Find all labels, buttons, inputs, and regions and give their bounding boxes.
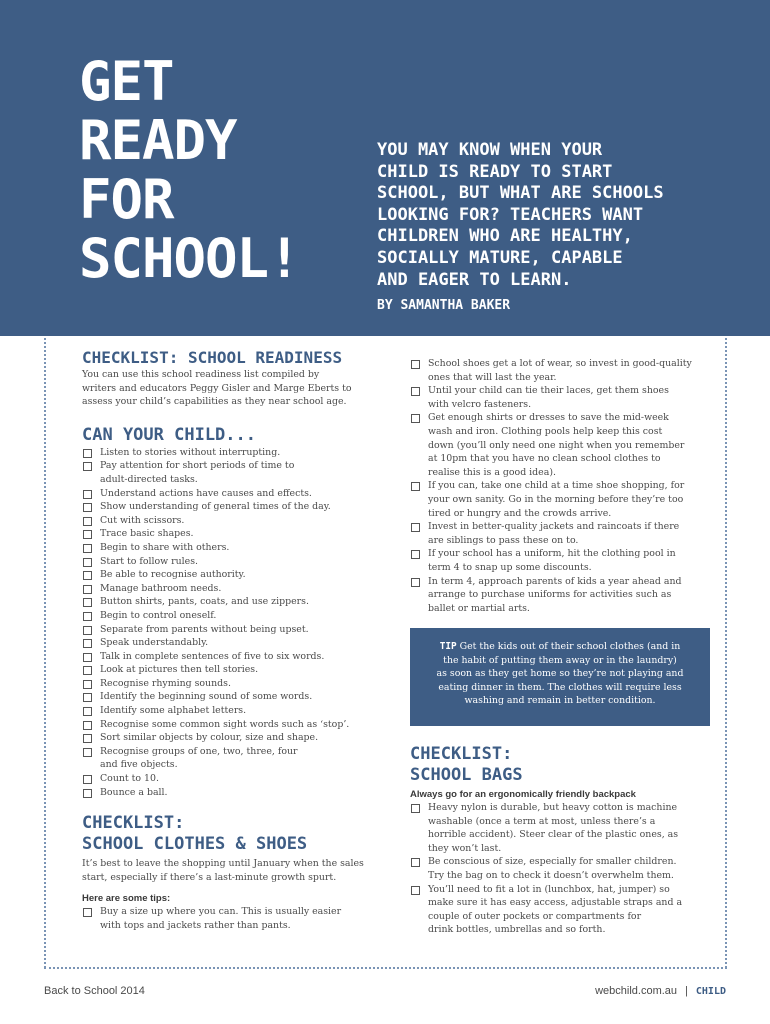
item-text: tired or hungry and the crowds arrive. (428, 507, 612, 519)
text-line: assess your child’s capabilities as they near school age. (82, 396, 347, 408)
bags-subheading: Always go for an ergonomically friendly backpack (410, 789, 636, 800)
checkbox-icon (83, 462, 92, 471)
checklist-item (82, 636, 382, 650)
item-text: In term 4, approach parents of kids a year ahead and (428, 575, 682, 587)
item-text: Identify some alphabet letters. (100, 705, 247, 717)
intro-line: AND EAGER TO LEARN. (377, 269, 572, 290)
item-text: ballet or martial arts. (428, 602, 530, 614)
checklist-item (82, 677, 382, 691)
checklist-item (410, 520, 710, 547)
checklist-item (410, 575, 710, 616)
item-text: couple of outer pockets or compartments for (428, 910, 642, 922)
checkbox-icon (83, 707, 92, 716)
checkbox-icon (83, 612, 92, 621)
item-text: Be conscious of size, especially for smaller children. (428, 856, 677, 868)
checklist-item (82, 609, 382, 623)
intro-line: CHILD IS READY TO START (377, 161, 613, 182)
tip-line: eating dinner in them. The clothes will require less (438, 681, 682, 693)
title-line: GET (79, 50, 174, 113)
item-text: washable (once a term at most, unless there’s a (428, 815, 656, 827)
tip-line: as soon as they get home so they’re not playing and (436, 668, 684, 680)
item-text: down (you’ll only need one night when you remember (428, 439, 685, 451)
heading-line: SCHOOL CLOTHES & SHOES (82, 834, 308, 855)
item-text: Look at pictures then tell stories. (100, 664, 259, 676)
text-line: It’s best to leave the shopping until January when the sales (82, 858, 364, 870)
checkbox-icon (83, 639, 92, 648)
checklist-item (82, 446, 382, 460)
checkbox-icon (83, 775, 92, 784)
item-text: realise this is a good idea). (428, 466, 556, 478)
bags-heading (410, 744, 710, 786)
checkbox-icon (83, 544, 92, 553)
intro-line: CHILDREN WHO ARE HEALTHY, (377, 226, 633, 247)
item-text: You’ll need to fit a lot in (lunchbox, hat, jumper) so (428, 883, 670, 895)
item-text: term 4 to snap up some discounts. (428, 561, 592, 573)
title-line: READY (79, 109, 237, 172)
dotted-border-left (44, 338, 46, 968)
checkbox-icon (83, 734, 92, 743)
intro-line: LOOKING FOR? TEACHERS WANT (377, 204, 644, 225)
footer-separator: | (685, 985, 688, 997)
checkbox-icon (83, 789, 92, 798)
spacer (82, 799, 382, 813)
item-text: Sort similar objects by colour, size and shape. (100, 732, 319, 744)
tips-label: Here are some tips: (82, 893, 171, 905)
readiness-intro (82, 368, 382, 409)
checklist-item (410, 801, 710, 855)
text-line: writers and educators Peggy Gisler and Marge Eberts to (82, 382, 352, 394)
heading-line: SCHOOL BAGS (410, 765, 523, 785)
checkbox-icon (83, 721, 92, 730)
item-text: they won’t last. (428, 842, 502, 854)
intro-line: SOCIALLY MATURE, CAPABLE (377, 247, 623, 268)
heading-line: CHECKLIST: (82, 813, 185, 834)
checklist-item (410, 883, 710, 937)
can-child-heading: CAN YOUR CHILD... (82, 424, 256, 445)
checkbox-icon (411, 804, 420, 813)
item-text: Trace basic shapes. (100, 528, 194, 540)
checklist-item (82, 595, 382, 609)
item-text: Listen to stories without interrupting. (100, 446, 281, 458)
intro-line: YOU MAY KNOW WHEN YOUR (377, 140, 603, 160)
clothes-heading (82, 813, 382, 855)
footer-issue: Back to School 2014 (44, 985, 145, 997)
item-text: adult-directed tasks. (100, 473, 198, 485)
item-text: Heavy nylon is durable, but heavy cotton is machine (428, 802, 678, 813)
item-text: Buy a size up where you can. This is usually easier (100, 906, 342, 918)
item-text: drink bottles, umbrellas and so forth. (428, 924, 606, 936)
intro-text (377, 140, 747, 291)
item-text: Show understanding of general times of the day. (100, 501, 331, 513)
checkbox-icon (83, 571, 92, 580)
checklist-item (82, 663, 382, 677)
left-column (82, 347, 382, 933)
checkbox-icon (411, 387, 420, 396)
item-text: Separate from parents without being upset. (100, 623, 309, 635)
tip-line: washing and remain in better condition. (464, 695, 656, 707)
checklist-item (410, 411, 710, 479)
item-text: Invest in better-quality jackets and raincoats if there (428, 521, 680, 533)
item-text: Understand actions have causes and effects. (100, 487, 312, 499)
dotted-border-right (725, 338, 727, 968)
checkbox-icon (83, 680, 92, 689)
item-text: with velcro fasteners. (428, 398, 532, 410)
item-text: make sure it has easy access, adjustable straps and a (428, 897, 683, 909)
tip-box (410, 628, 710, 726)
checklist-item (82, 541, 382, 555)
intro-line: SCHOOL, BUT WHAT ARE SCHOOLS (377, 183, 664, 204)
bags-section (410, 744, 710, 937)
item-text: Speak understandably. (100, 637, 209, 649)
item-text: If you can, take one child at a time shoe shopping, for (428, 480, 685, 492)
dotted-border-bottom (44, 967, 727, 969)
item-text: with tops and jackets rather than pants. (100, 920, 291, 931)
checkbox-icon (411, 523, 420, 532)
checkbox-icon (83, 517, 92, 526)
checklist-item (82, 718, 382, 732)
item-text: Manage bathroom needs. (100, 582, 222, 594)
item-text: are siblings to pass these on to. (428, 534, 579, 546)
checklist-item (410, 855, 710, 882)
readiness-heading: CHECKLIST: SCHOOL READINESS (82, 348, 343, 367)
right-column (410, 357, 710, 615)
item-text: Get enough shirts or dresses to save the mid-week (428, 412, 669, 424)
footer-right (595, 985, 726, 997)
item-text: Begin to control oneself. (100, 609, 217, 621)
checkbox-icon (83, 490, 92, 499)
checklist-item (82, 772, 382, 786)
checkbox-icon (411, 858, 420, 867)
checkbox-icon (411, 886, 420, 895)
checklist-item (82, 623, 382, 637)
item-text: Recognise some common sight words such as ‘stop’. (100, 718, 350, 730)
checklist-item (82, 582, 382, 596)
checklist-item (82, 905, 382, 932)
checkbox-icon (83, 558, 92, 567)
checkbox-icon (83, 908, 92, 917)
checklist-item (82, 527, 382, 541)
checkbox-icon (411, 414, 420, 423)
checkbox-icon (83, 598, 92, 607)
checkbox-icon (83, 585, 92, 594)
item-text: Bounce a ball. (100, 786, 168, 798)
checkbox-icon (83, 449, 92, 458)
item-text: and five objects. (100, 759, 178, 771)
checkbox-icon (83, 653, 92, 662)
item-text: Be able to recognise authority. (100, 569, 246, 581)
checklist-item (82, 555, 382, 569)
checklist-item (82, 745, 382, 772)
checkbox-icon (83, 626, 92, 635)
item-text: ones that will last the year. (428, 371, 557, 383)
clothes-tips-list (82, 905, 382, 932)
checkbox-icon (83, 530, 92, 539)
checklist-item (82, 690, 382, 704)
item-text: arrange to purchase uniforms for activities such as (428, 589, 672, 601)
checklist-item (82, 786, 382, 800)
checklist-item (410, 547, 710, 574)
tip-text: Get the kids out of their school clothes (and in (459, 641, 681, 652)
footer-url[interactable]: webchild.com.au (595, 985, 678, 997)
checkbox-icon (83, 748, 92, 757)
checklist-item (410, 357, 710, 384)
checklist-item (410, 479, 710, 520)
title-line: FOR (79, 168, 174, 231)
item-text: If your school has a uniform, hit the clothing pool in (428, 548, 676, 560)
item-text: Recognise rhyming sounds. (100, 677, 231, 689)
title-line: SCHOOL! (79, 227, 300, 290)
item-text: Talk in complete sentences of five to six words. (100, 650, 325, 662)
byline: BY SAMANTHA BAKER (377, 298, 511, 313)
item-text: at 10pm that you have no clean school clothes to (428, 453, 661, 465)
item-text: Until your child can tie their laces, get them shoes (428, 385, 669, 397)
checkbox-icon (83, 693, 92, 702)
checklist-item (82, 650, 382, 664)
tip-line (424, 640, 696, 654)
item-text: Count to 10. (100, 773, 159, 785)
checkbox-icon (83, 503, 92, 512)
checklist-item (82, 731, 382, 745)
checkbox-icon (411, 360, 420, 369)
checklist-item (82, 487, 382, 501)
item-text: your own sanity. Go in the morning before they’re too (428, 493, 684, 505)
checkbox-icon (411, 550, 420, 559)
item-text: Begin to share with others. (100, 541, 230, 553)
item-text: Identify the beginning sound of some words. (100, 691, 313, 703)
item-text: Recognise groups of one, two, three, four (100, 745, 298, 757)
item-text: horrible accident). Steer clear of the plastic ones, as (428, 829, 679, 841)
checkbox-icon (411, 482, 420, 491)
item-text: Start to follow rules. (100, 555, 199, 567)
checkbox-icon (411, 578, 420, 587)
item-text: Pay attention for short periods of time to (100, 460, 295, 472)
heading-line: CHECKLIST: (410, 744, 513, 764)
bags-list (410, 801, 710, 937)
page-title (79, 52, 300, 288)
checklist-item (82, 568, 382, 582)
tip-line: the habit of putting them away or in the laundry) (443, 654, 677, 666)
item-text: wash and iron. Clothing pools help keep this cost (428, 425, 663, 437)
clothes-intro (82, 857, 382, 884)
item-text: Button shirts, pants, coats, and use zippers. (100, 596, 309, 608)
checklist-item (82, 459, 382, 486)
item-text: School shoes get a lot of wear, so invest in good-quality (428, 358, 692, 369)
text-line: start, especially if there’s a last-minute growth spurt. (82, 871, 337, 883)
item-text: Cut with scissors. (100, 514, 185, 526)
footer-brand: CHILD (695, 985, 726, 997)
item-text: Try the bag on to check it doesn’t overwhelm them. (428, 869, 674, 881)
checklist-item (410, 384, 710, 411)
checklist-item (82, 500, 382, 514)
checkbox-icon (83, 666, 92, 675)
clothes-tips-list-continued (410, 357, 710, 615)
checklist-item (82, 514, 382, 528)
text-line: You can use this school readiness list compiled by (82, 369, 320, 380)
header-banner (0, 0, 770, 336)
can-child-list (82, 446, 382, 799)
checklist-item (82, 704, 382, 718)
tip-label: TIP (439, 641, 457, 652)
